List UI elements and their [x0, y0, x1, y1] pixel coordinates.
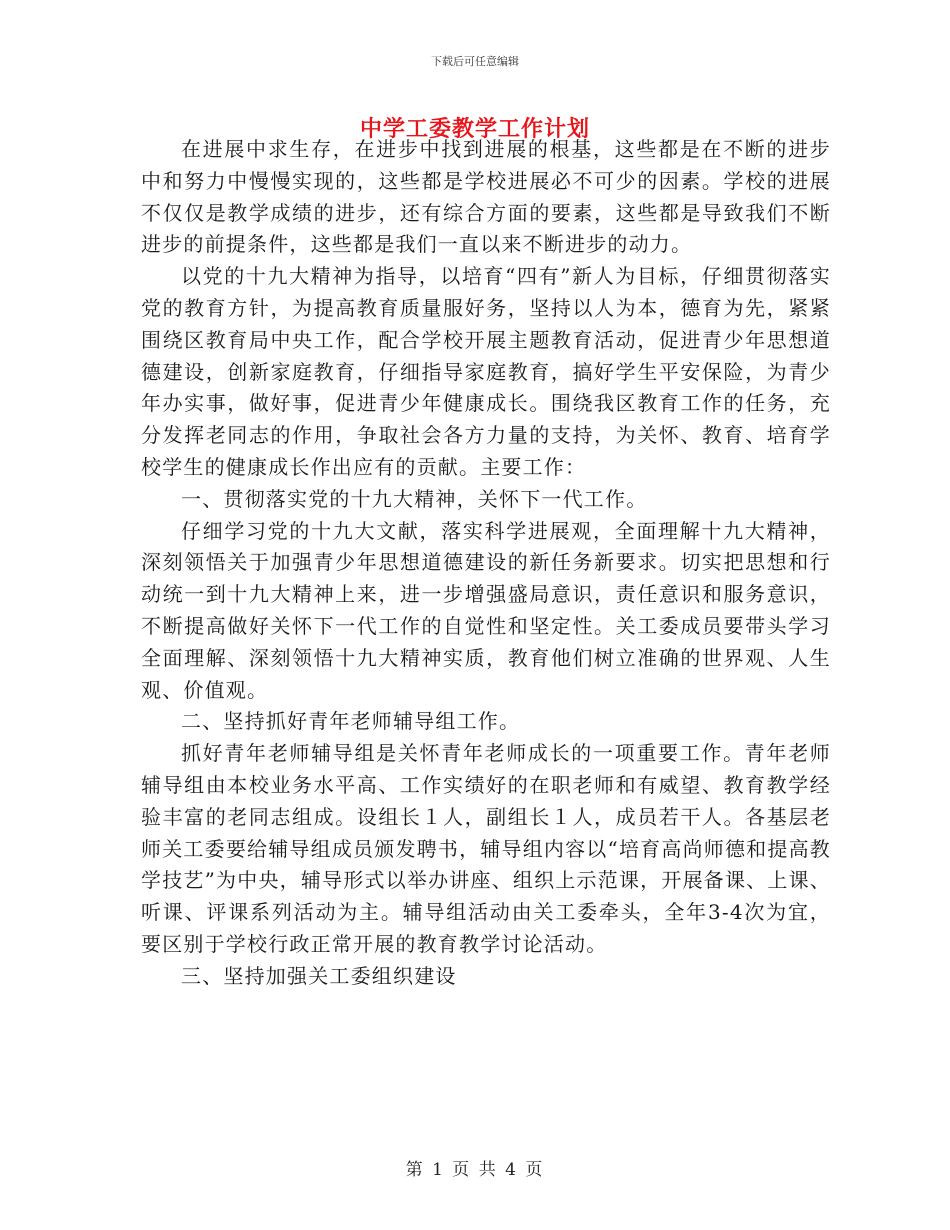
section-heading-1: 一、贯彻落实党的十九大精神，关怀下一代工作。 [181, 486, 648, 511]
section-heading-2: 二、坚持抓好青年老师辅导组工作。 [181, 709, 521, 734]
paragraph-intro: 在进展中求生存，在进步中找到进展的根基，这些都是在不断的进步中和努力中慢慢实现的，这些都是学校进展必不可少的因素。学校的进展不仅仅是教学成绩的进步，还有综合方面的要素，这些都是导致我们不断进步的前提条件，这些都是我们一直以来不断进步的动力。 [141, 137, 831, 257]
document-title: 中学工委教学工作计划 [359, 116, 590, 142]
document-body [141, 134, 831, 993]
page-number-footer: 第 1 页 共 4 页 [405, 1160, 545, 1180]
section-heading-3: 三、坚持加强关工委组织建设 [181, 963, 457, 988]
paragraph-guiding-principle: 以党的十九大精神为指导，以培育“四有”新人为目标，仔细贯彻落实党的教育方针，为提高教育质量服好务，坚持以人为本，德育为先，紧紧围绕区教育局中央工作，配合学校开展主题教育活动，促进青少年思想道德建设，创新家庭教育，仔细指导家庭教育，搞好学生平安保险，为青少年办实事，做好事，促进青少年健康成长。围绕我区教育工作的任务，充分发挥老同志的作用，争取社会各方力量的支持，为关怀、教育、培育学校学生的健康成长作出应有的贡献。主要工作： [141, 264, 831, 479]
header-note: 下载后可任意编辑 [431, 55, 519, 68]
paragraph-section-2: 抓好青年老师辅导组是关怀青年老师成长的一项重要工作。青年老师辅导组由本校业务水平高、工作实绩好的在职老师和有威望、教育教学经验丰富的老同志组成。设组长１人，副组长１人，成员若干人。各基层老师关工委要给辅导组成员颁发聘书，辅导组内容以“培育高尚师德和提高教学技艺”为中央，辅导形式以举办讲座、组织上示范课，开展备课、上课、听课、评课系列活动为主。辅导组活动由关工委牵头，全年3-4次为宜，要区别于学校行政正常开展的教育教学讨论活动。 [141, 741, 831, 956]
paragraph-section-1: 仔细学习党的十九大文献，落实科学进展观，全面理解十九大精神，深刻领悟关于加强青少年思想道德建设的新任务新要求。切实把思想和行动统一到十九大精神上来，进一步增强盛局意识，责任意识和服务意识，不断提高做好关怀下一代工作的自觉性和坚定性。关工委成员要带头学习全面理解、深刻领悟十九大精神实质，教育他们树立准确的世界观、人生观、价值观。 [141, 518, 831, 702]
